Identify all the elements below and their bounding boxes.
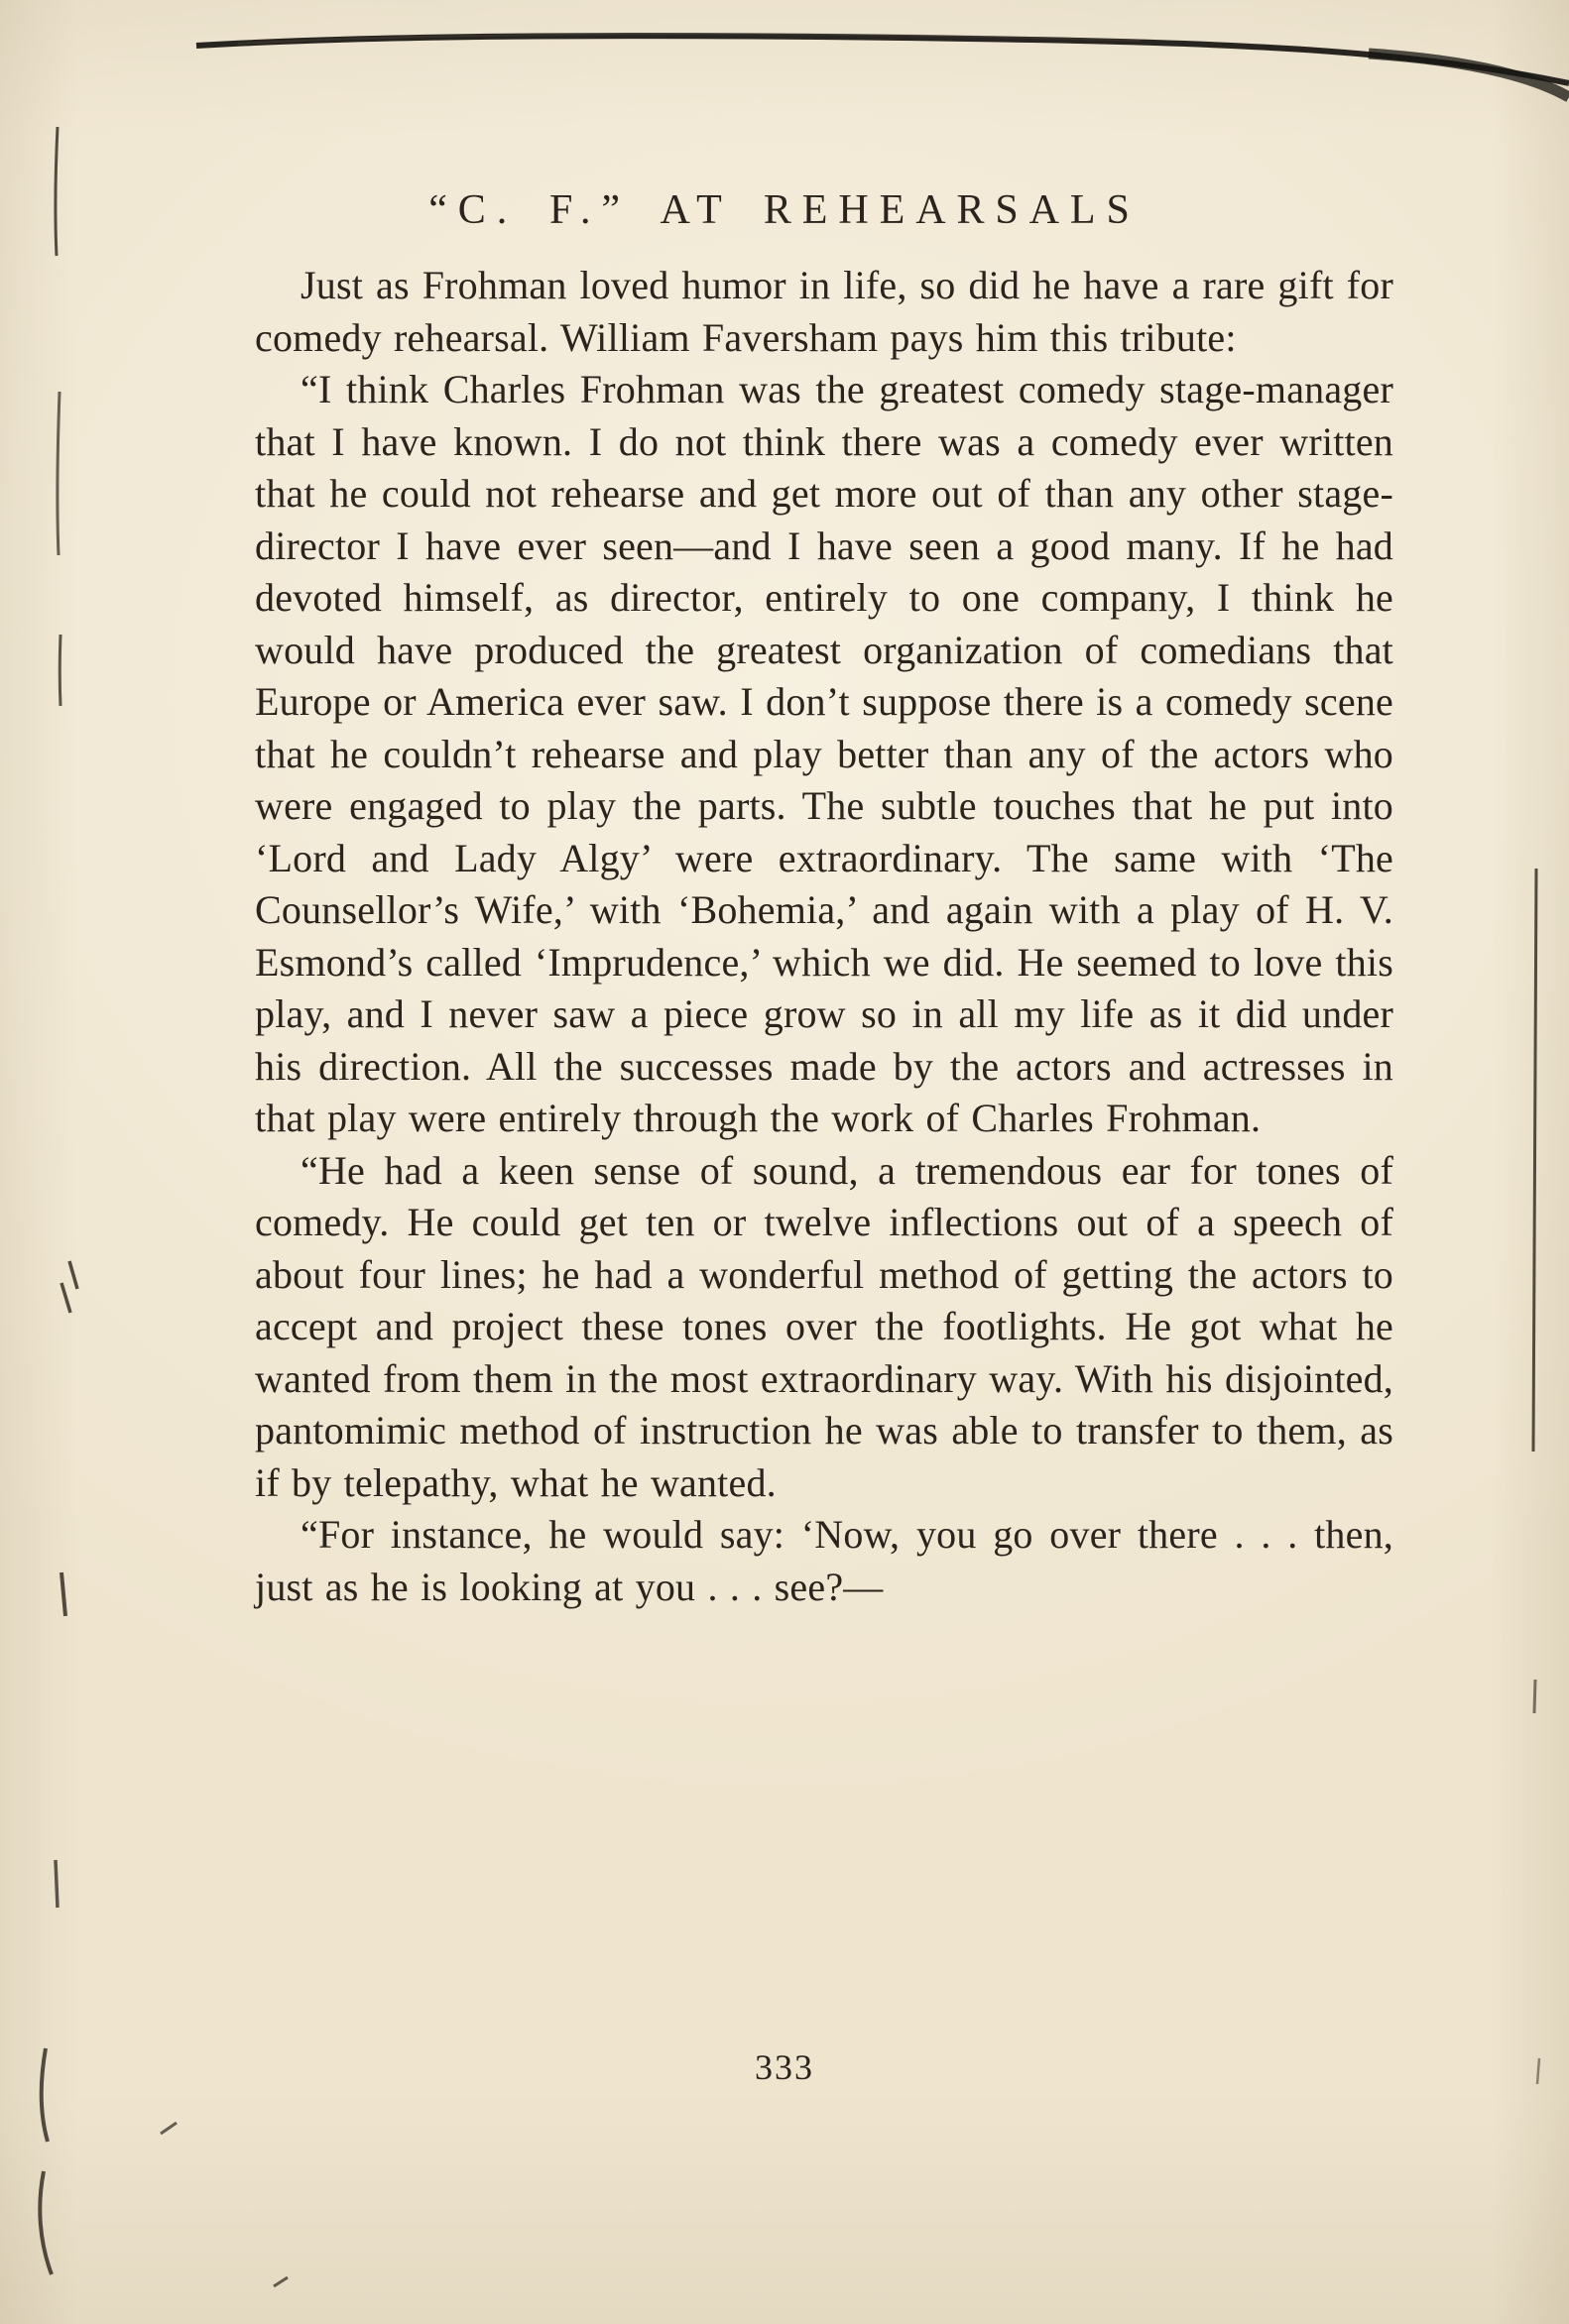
body-text	[255, 260, 1393, 1613]
paragraph-quote-2: “He had a keen sense of sound, a tremendous ear for tones of comedy. He could get ten or twelve inflections out of a speech of about four lines; he had a wonderful method of getting the actors to accept and project these tones over the footlights. He got what he wanted from them in the most extraordinary way. With his disjointed, pantomimic method of instruction he was able to transfer to them, as if by telepathy, what he wanted.	[255, 1147, 1393, 1505]
paragraph-intro: Just as Frohman loved humor in life, so did he have a rare gift for comedy rehearsal. William Faversham pays him this tribute:	[255, 263, 1393, 360]
page-number: 333	[755, 2047, 814, 2087]
chapter-title: “C. F.” AT REHEARSALS	[428, 187, 1141, 233]
paragraph-quote-3: “For instance, he would say: ‘Now, you go over there . . . then, just as he is looking at you . . . see?—	[255, 1512, 1393, 1609]
paragraph-quote-1: “I think Charles Frohman was the greatest comedy stage-manager that I have known. I do not think there was a comedy ever written that he could not rehearse and get more out of than any other stage-director I have ever seen—and I have seen a good many. If he had devoted himself, as director, entirely to one company, I think he would have produced the greatest organization of comedians that Europe or America ever saw. I don’t suppose there is a comedy scene that he couldn’t rehearse and play better than any of the actors who were engaged to play the parts. The subtle touches that he put into ‘Lord and Lady Algy’ were extraordinary. The same with ‘The Counsellor’s Wife,’ with ‘Bohemia,’ and again with a play of H. V. Esmond’s called ‘Imprudence,’ which we did. He seemed to love this play, and I never saw a piece grow so in all my life as it did under his direction. All the successes made by the actors and actresses in that play were entirely through the work of Charles Frohman.	[255, 367, 1393, 1140]
